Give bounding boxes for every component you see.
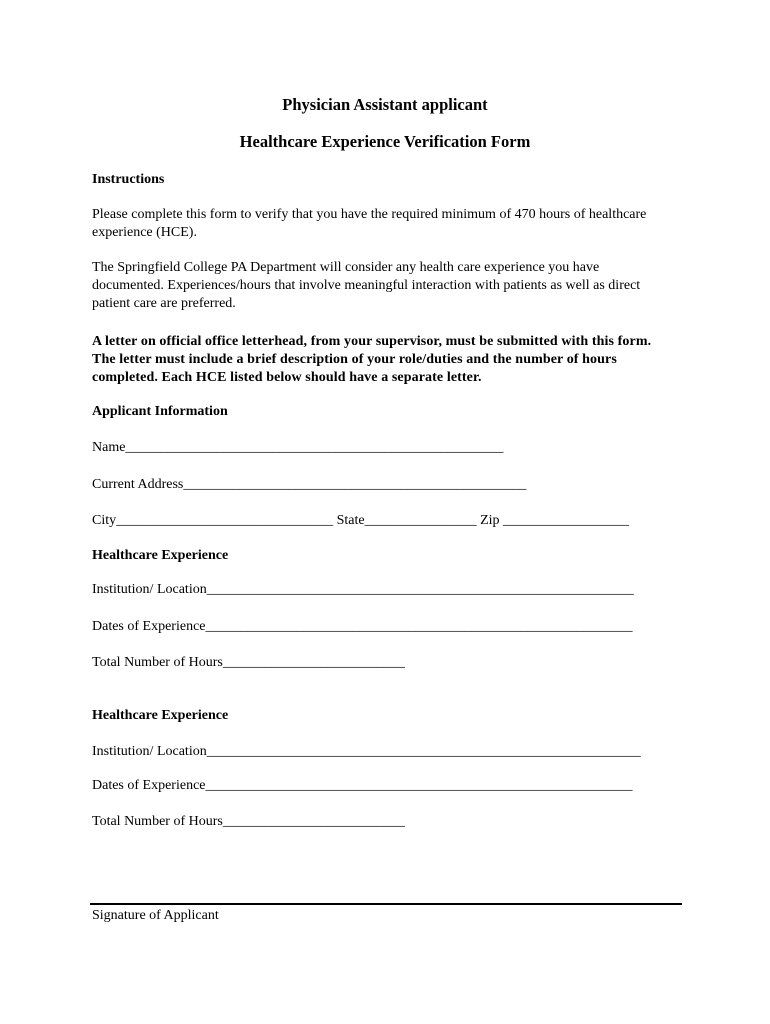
form-subtitle: Healthcare Experience Verification Form xyxy=(239,132,531,151)
total-hours-field-2[interactable]: Total Number of Hours__________________________ xyxy=(92,814,405,829)
city-state-zip-field[interactable]: City_______________________________ State________________ Zip __________________ xyxy=(92,513,630,528)
instructions-heading: Instructions xyxy=(92,172,165,187)
signature-line[interactable] xyxy=(90,903,682,905)
instructions-paragraph-3: A letter on official office letterhead, from your supervisor, must be submitted with this form. The letter must include a brief description of your role/duties and the number of hours completed. Each HCE listed below should have a separate letter. xyxy=(92,334,652,385)
healthcare-experience-heading-1: Healthcare Experience xyxy=(92,548,229,563)
healthcare-experience-heading-2: Healthcare Experience xyxy=(92,708,229,723)
current-address-field[interactable]: Current Address_________________________________________________ xyxy=(92,477,527,492)
applicant-info-heading: Applicant Information xyxy=(92,404,228,419)
dates-of-experience-field-1[interactable]: Dates of Experience_____________________________________________________________ xyxy=(92,619,633,634)
institution-location-field-2[interactable]: Institution/ Location______________________________________________________________ xyxy=(92,744,641,759)
signature-label: Signature of Applicant xyxy=(92,908,219,923)
instructions-paragraph-1: Please complete this form to verify that you have the required minimum of 470 hours of healthcare experience (HCE). xyxy=(92,207,647,240)
instructions-paragraph-2: The Springfield College PA Department will consider any health care experience you have documented. Experiences/hours that involve meaningful interaction with patients as well as direct patient care are preferred. xyxy=(92,260,641,311)
dates-of-experience-field-2[interactable]: Dates of Experience_____________________________________________________________ xyxy=(92,778,633,793)
form-title: Physician Assistant applicant xyxy=(282,95,488,114)
name-field[interactable]: Name______________________________________________________ xyxy=(92,440,504,455)
total-hours-field-1[interactable]: Total Number of Hours__________________________ xyxy=(92,655,405,670)
institution-location-field-1[interactable]: Institution/ Location_____________________________________________________________ xyxy=(92,582,634,597)
